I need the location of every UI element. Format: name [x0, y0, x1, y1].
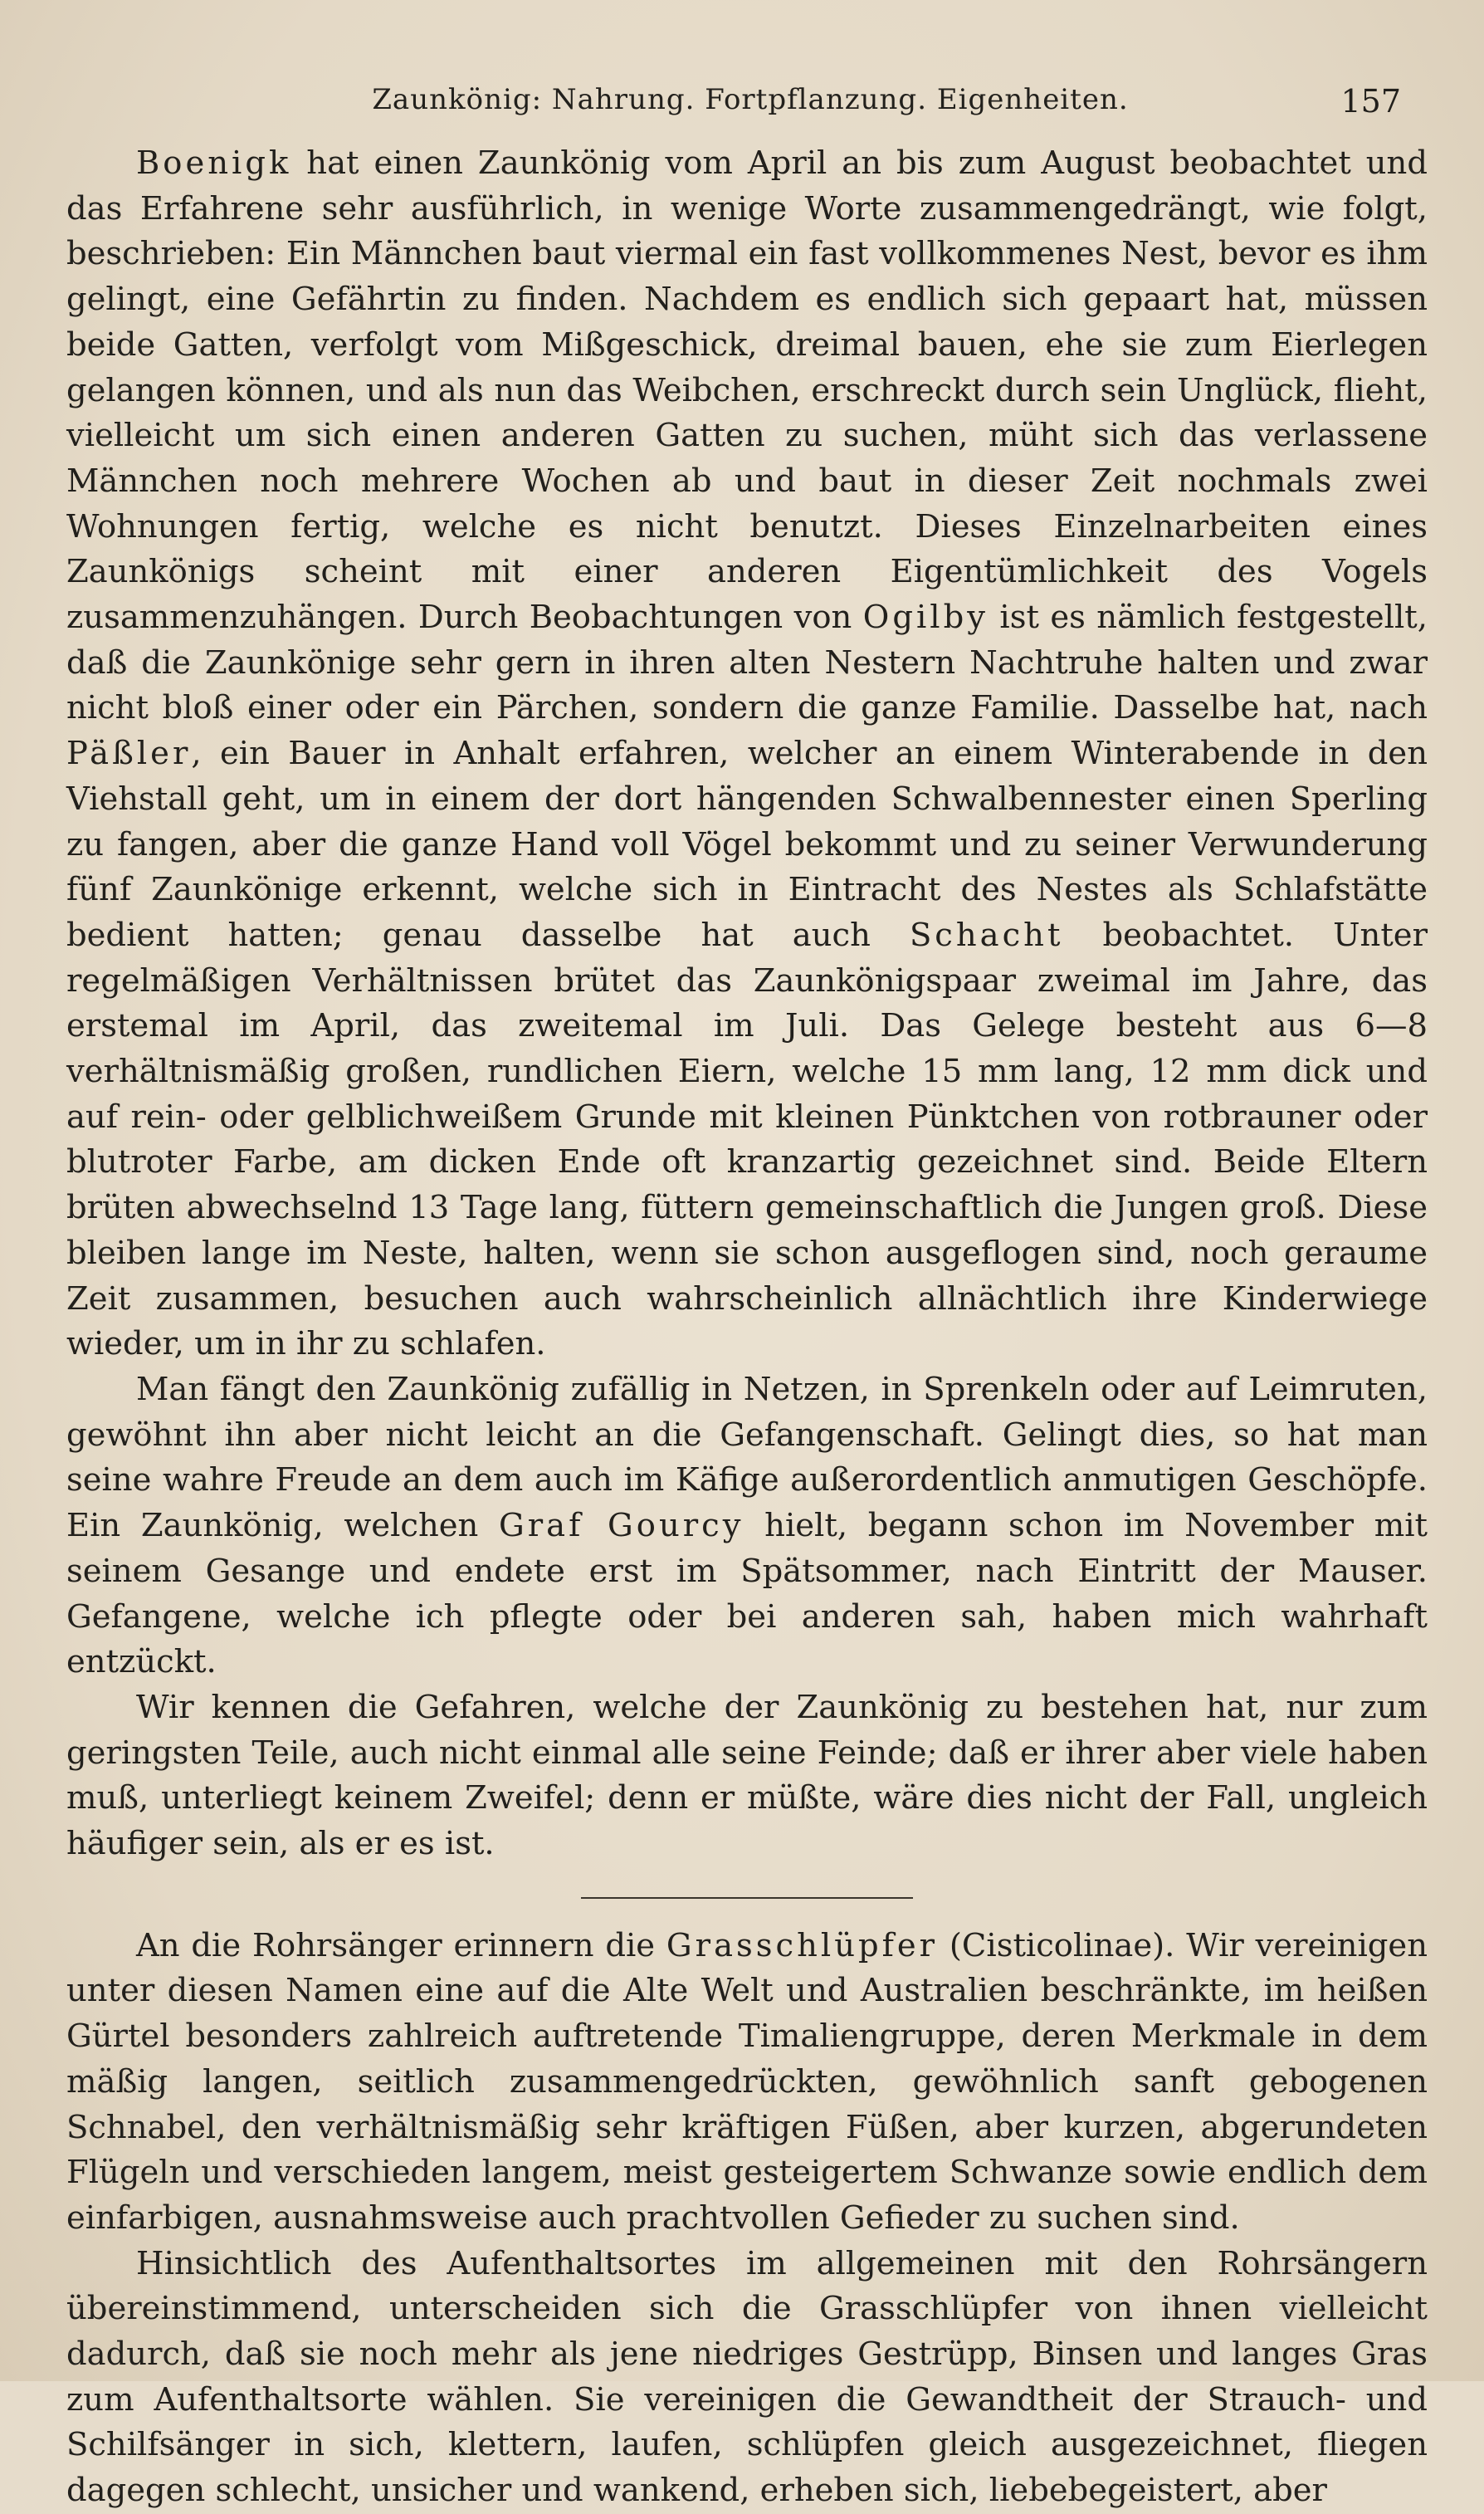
paragraph-text: Man fängt den Zaunkönig zufällig in Netzen, in Sprenkeln oder auf Leimruten, gewöhnt ihn aber nicht leicht an die Gefangenschaft. Gelingt dies, so hat man seine wahre Freude an dem auch im Käfige außerordentlich anmutigen Geschöpfe. Ein Zaunkönig, welchen — [66, 1370, 1428, 1545]
running-title: Zaunkönig: Nahrung. Fortpflanzung. Eigenheiten. — [372, 83, 1129, 116]
paragraph-text: ist es nämlich festgestellt, daß die Zaunkönige sehr gern in ihren alten Nestern Nachtruhe halten und zwar nicht bloß einer oder ein Pärchen, sondern die ganze Familie. Dasselbe hat, nach — [66, 599, 1428, 727]
paragraph-3: Wir kennen die Gefahren, welche der Zaunkönig zu bestehen hat, nur zum geringsten Teile, auch nicht einmal alle seine Feinde; daß er ihrer aber viele haben muß, unterliegt keinem Zweifel; denn er müßte, wäre dies nicht der Fall, ungleich häufiger sein, als er es ist. — [66, 1688, 1428, 1863]
paragraph-2 — [66, 1367, 1428, 1685]
author-name: Graf Gourcy — [499, 1507, 744, 1545]
body-text — [66, 141, 1428, 2514]
section-divider — [581, 1897, 913, 1899]
author-name: Schacht — [909, 916, 1064, 954]
paragraph-text: beobachtet. Unter regelmäßigen Verhältnissen brütet das Zaunkönigspaar zweimal im Jahre, das erstemal im April, das zweitemal im Juli. Das Gelege besteht aus 6—8 verhältnismäßig großen, rundlichen Eiern, welche 15 mm lang, 12 mm dick und auf rein- oder gelblichweißem Grunde mit kleinen Pünktchen von rotbrauner oder blutroter Farbe, am dicken Ende oft kranzartig gezeichnet sind. Beide Eltern brüten abwechselnd 13 Tage lang, füttern gemeinschaftlich die Jungen groß. Diese bleiben lange im Neste, halten, wenn sie schon ausgeflogen sind, noch geraume Zeit zusammen, besuchen auch wahrscheinlich allnächtlich ihre Kinderwiege wieder, um in ihr zu schlafen. — [66, 916, 1428, 1363]
paragraph-text: hat einen Zaunkönig vom April an bis zum August beobachtet und das Erfahrene sehr ausführlich, in wenige Worte zusammengedrängt, wie folgt, beschrieben: Ein Männchen baut viermal ein fast vollkommenes Nest, bevor es ihm gelingt, eine Gefährtin zu finden. Nachdem es endlich sich gepaart hat, müssen beide Gatten, verfolgt vom Mißgeschick, dreimal bauen, ehe sie zum Eierlegen gelangen können, und als nun das Weibchen, erschreckt durch sein Unglück, flieht, vielleicht um sich einen anderen Gatten zu suchen, müht sich das verlassene Männchen noch mehrere Wochen ab und baut in dieser Zeit nochmals zwei Wohnungen fertig, welche es nicht benutzt. Dieses Einzelnarbeiten eines Zaunkönigs scheint mit einer anderen Eigentümlichkeit des Vogels zusammenzuhängen. Durch Beobachtungen von — [66, 144, 1428, 637]
paragraph-text: hielt, begann schon im November mit seinem Gesange und endete erst im Spätsommer, nach Eintritt der Mauser. Gefangene, welche ich pflegte oder bei anderen sah, haben mich wahrhaft entzückt. — [66, 1507, 1428, 1681]
running-header — [66, 83, 1434, 133]
author-name: Boenigk — [136, 144, 292, 182]
paragraph-text: (Cisticolinae). Wir vereinigen unter diesen Namen eine auf die Alte Welt und Australien beschränkte, im heißen Gürtel besonders zahlreich auftretende Timaliengruppe, deren Merkmale in dem mäßig langen, seitlich zusammengedrückten, gewöhnlich sanft gebogenen Schnabel, den verhältnismäßig sehr kräftigen Füßen, aber kurzen, abgerundeten Flügeln und verschieden langem, meist gesteigertem Schwanze sowie endlich dem einfarbigen, ausnahmsweise auch prachtvollen Gefieder zu suchen sind. — [66, 1926, 1428, 2237]
page-number: 157 — [1340, 83, 1401, 120]
paragraph-1 — [66, 141, 1428, 1367]
paragraph-4 — [66, 1924, 1428, 2242]
taxon-name: Grasschlüpfer — [666, 1926, 939, 1964]
author-name: Ogilby — [862, 599, 989, 637]
paragraph-text: An die Rohrsänger erinnern die — [136, 1926, 666, 1964]
paragraph-text: , ein Bauer in Anhalt erfahren, welcher an einem Winterabende in den Viehstall geht, um in einem der dort hängenden Schwalbennester einen Sperling zu fangen, aber die ganze Hand voll Vögel bekommt und zu seiner Verwunderung fünf Zaunkönige erkennt, welche sich in Eintracht des Nestes als Schlafstätte bedient hatten; genau dasselbe hat auch — [66, 735, 1428, 954]
paragraph-5: Hinsichtlich des Aufenthaltsortes im allgemeinen mit den Rohrsängern übereinstimmend, unterscheiden sich die Grasschlüpfer von ihnen vielleicht dadurch, daß sie noch mehr als jene niedriges Gestrüpp, Binsen und langes Gras zum Aufenthaltsorte wählen. Sie vereinigen die Gewandtheit der Strauch- und Schilfsänger in sich, klettern, laufen, schlüpfen gleich ausgezeichnet, fliegen dagegen schlecht, unsicher und wankend, erheben sich, liebebegeistert, aber — [66, 2244, 1428, 2510]
author-name: Päßler — [66, 735, 192, 773]
